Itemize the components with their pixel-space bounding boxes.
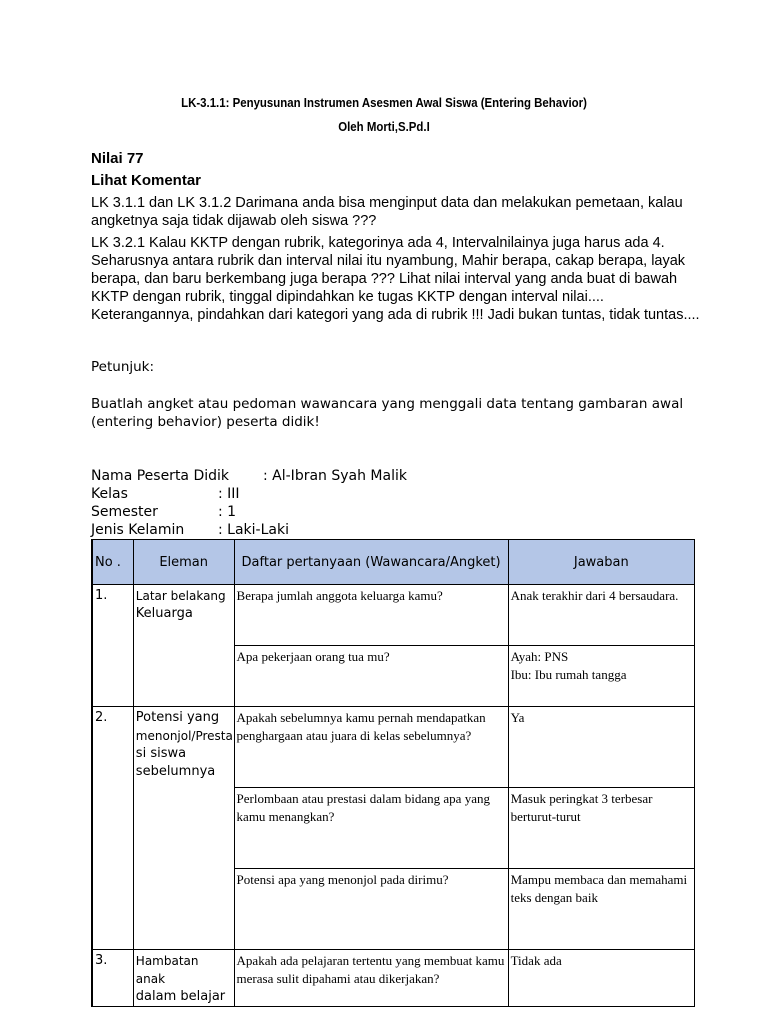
document-author: Oleh Morti,S.Pd.I xyxy=(338,119,430,134)
answer-cell: Ya xyxy=(508,707,694,788)
element-line: Hambatan anak xyxy=(135,954,199,986)
question-cell: Perlombaan atau prestasi dalam bidang apa yang kamu menangkan? xyxy=(234,788,508,869)
question-cell: Apa pekerjaan orang tua mu? xyxy=(234,646,508,707)
header-questions: Daftar pertanyaan (Wawancara/Angket) xyxy=(234,540,508,585)
element-line: si siswa xyxy=(135,746,187,761)
row-number: 1. xyxy=(92,585,133,707)
element-line: Keluarga xyxy=(135,606,193,621)
answer-line: Ayah: PNS xyxy=(510,649,569,664)
student-name-value: : Al-Ibran Syah Malik xyxy=(263,468,407,484)
student-name-label: Nama Peserta Didik xyxy=(91,468,230,484)
element-line: Potensi yang xyxy=(135,710,220,725)
table-header-row xyxy=(92,540,695,585)
answer-line: Ibu: Ibu rumah tangga xyxy=(510,667,627,682)
row-number: 2. xyxy=(92,707,133,950)
student-class-value: : III xyxy=(218,486,240,502)
element-line: sebelumnya xyxy=(135,764,216,779)
comment-paragraph-2: LK 3.2.1 Kalau KKTP dengan rubrik, kategorinya ada 4, Intervalnilainya juga harus ada 4. Seharusnya antara rubrik dan interval nilai itu nyambung, Mahir berapa, cakap berapa, layak berapa, dan baru berkembang juga berapa ??? Lihat nilai interval yang anda buat di bawah KKTP dengan rubrik, tinggal dipindahkan ke tugas KKTP dengan interval nilai.... Keterangannya, pindahkan dari kategori yang ada di rubrik !!! Jadi bukan tuntas, tidak tuntas.... xyxy=(91,235,700,323)
question-cell: Potensi apa yang menonjol pada dirimu? xyxy=(234,869,508,950)
comment-paragraph-1: LK 3.1.1 dan LK 3.1.2 Darimana anda bisa menginput data dan melakukan pemetaan, kalau angketnya saja tidak dijawab oleh siswa ??? xyxy=(91,195,683,229)
element-line: dalam belajar xyxy=(135,989,226,1004)
header-no: No . xyxy=(92,540,133,585)
instructions-label: Petunjuk: xyxy=(91,359,155,375)
row-element xyxy=(133,707,234,950)
header-element: Eleman xyxy=(133,540,234,585)
table-row xyxy=(92,950,695,1007)
header-answers: Jawaban xyxy=(508,540,694,585)
row-element xyxy=(133,950,234,1007)
row-number: 3. xyxy=(92,950,133,1007)
row-element xyxy=(133,585,234,707)
element-line: menonjol/Presta xyxy=(135,729,233,743)
instructions-text: Buatlah angket atau pedoman wawancara yang menggali data tentang gambaran awal (entering behavior) peserta didik! xyxy=(91,396,684,430)
question-cell: Berapa jumlah anggota keluarga kamu? xyxy=(234,585,508,646)
student-semester-label: Semester xyxy=(91,504,158,520)
answer-cell: Mampu membaca dan memahami teks dengan baik xyxy=(508,869,694,950)
score-label: Nilai 77 xyxy=(91,150,144,167)
student-class-label: Kelas xyxy=(91,486,128,502)
table-row xyxy=(92,707,695,788)
document-title: LK-3.1.1: Penyusunan Instrumen Asesmen Awal Siswa (Entering Behavior) xyxy=(181,95,587,110)
answer-cell xyxy=(508,646,694,707)
table-row xyxy=(92,585,695,646)
answer-cell: Masuk peringkat 3 terbesar berturut-turut xyxy=(508,788,694,869)
assessment-table xyxy=(91,539,695,1007)
student-gender-label: Jenis Kelamin xyxy=(91,522,185,538)
element-line: Latar belakang xyxy=(135,589,226,603)
student-semester-value: : 1 xyxy=(218,504,237,520)
answer-cell: Tidak ada xyxy=(508,950,694,1007)
question-cell: Apakah ada pelajaran tertentu yang membuat kamu merasa sulit dipahami atau dikerjakan? xyxy=(234,950,508,1007)
student-gender-value: : Laki-Laki xyxy=(218,522,289,538)
question-cell: Apakah sebelumnya kamu pernah mendapatkan penghargaan atau juara di kelas sebelumnya? xyxy=(234,707,508,788)
answer-cell: Anak terakhir dari 4 bersaudara. xyxy=(508,585,694,646)
comment-heading: Lihat Komentar xyxy=(91,172,202,189)
